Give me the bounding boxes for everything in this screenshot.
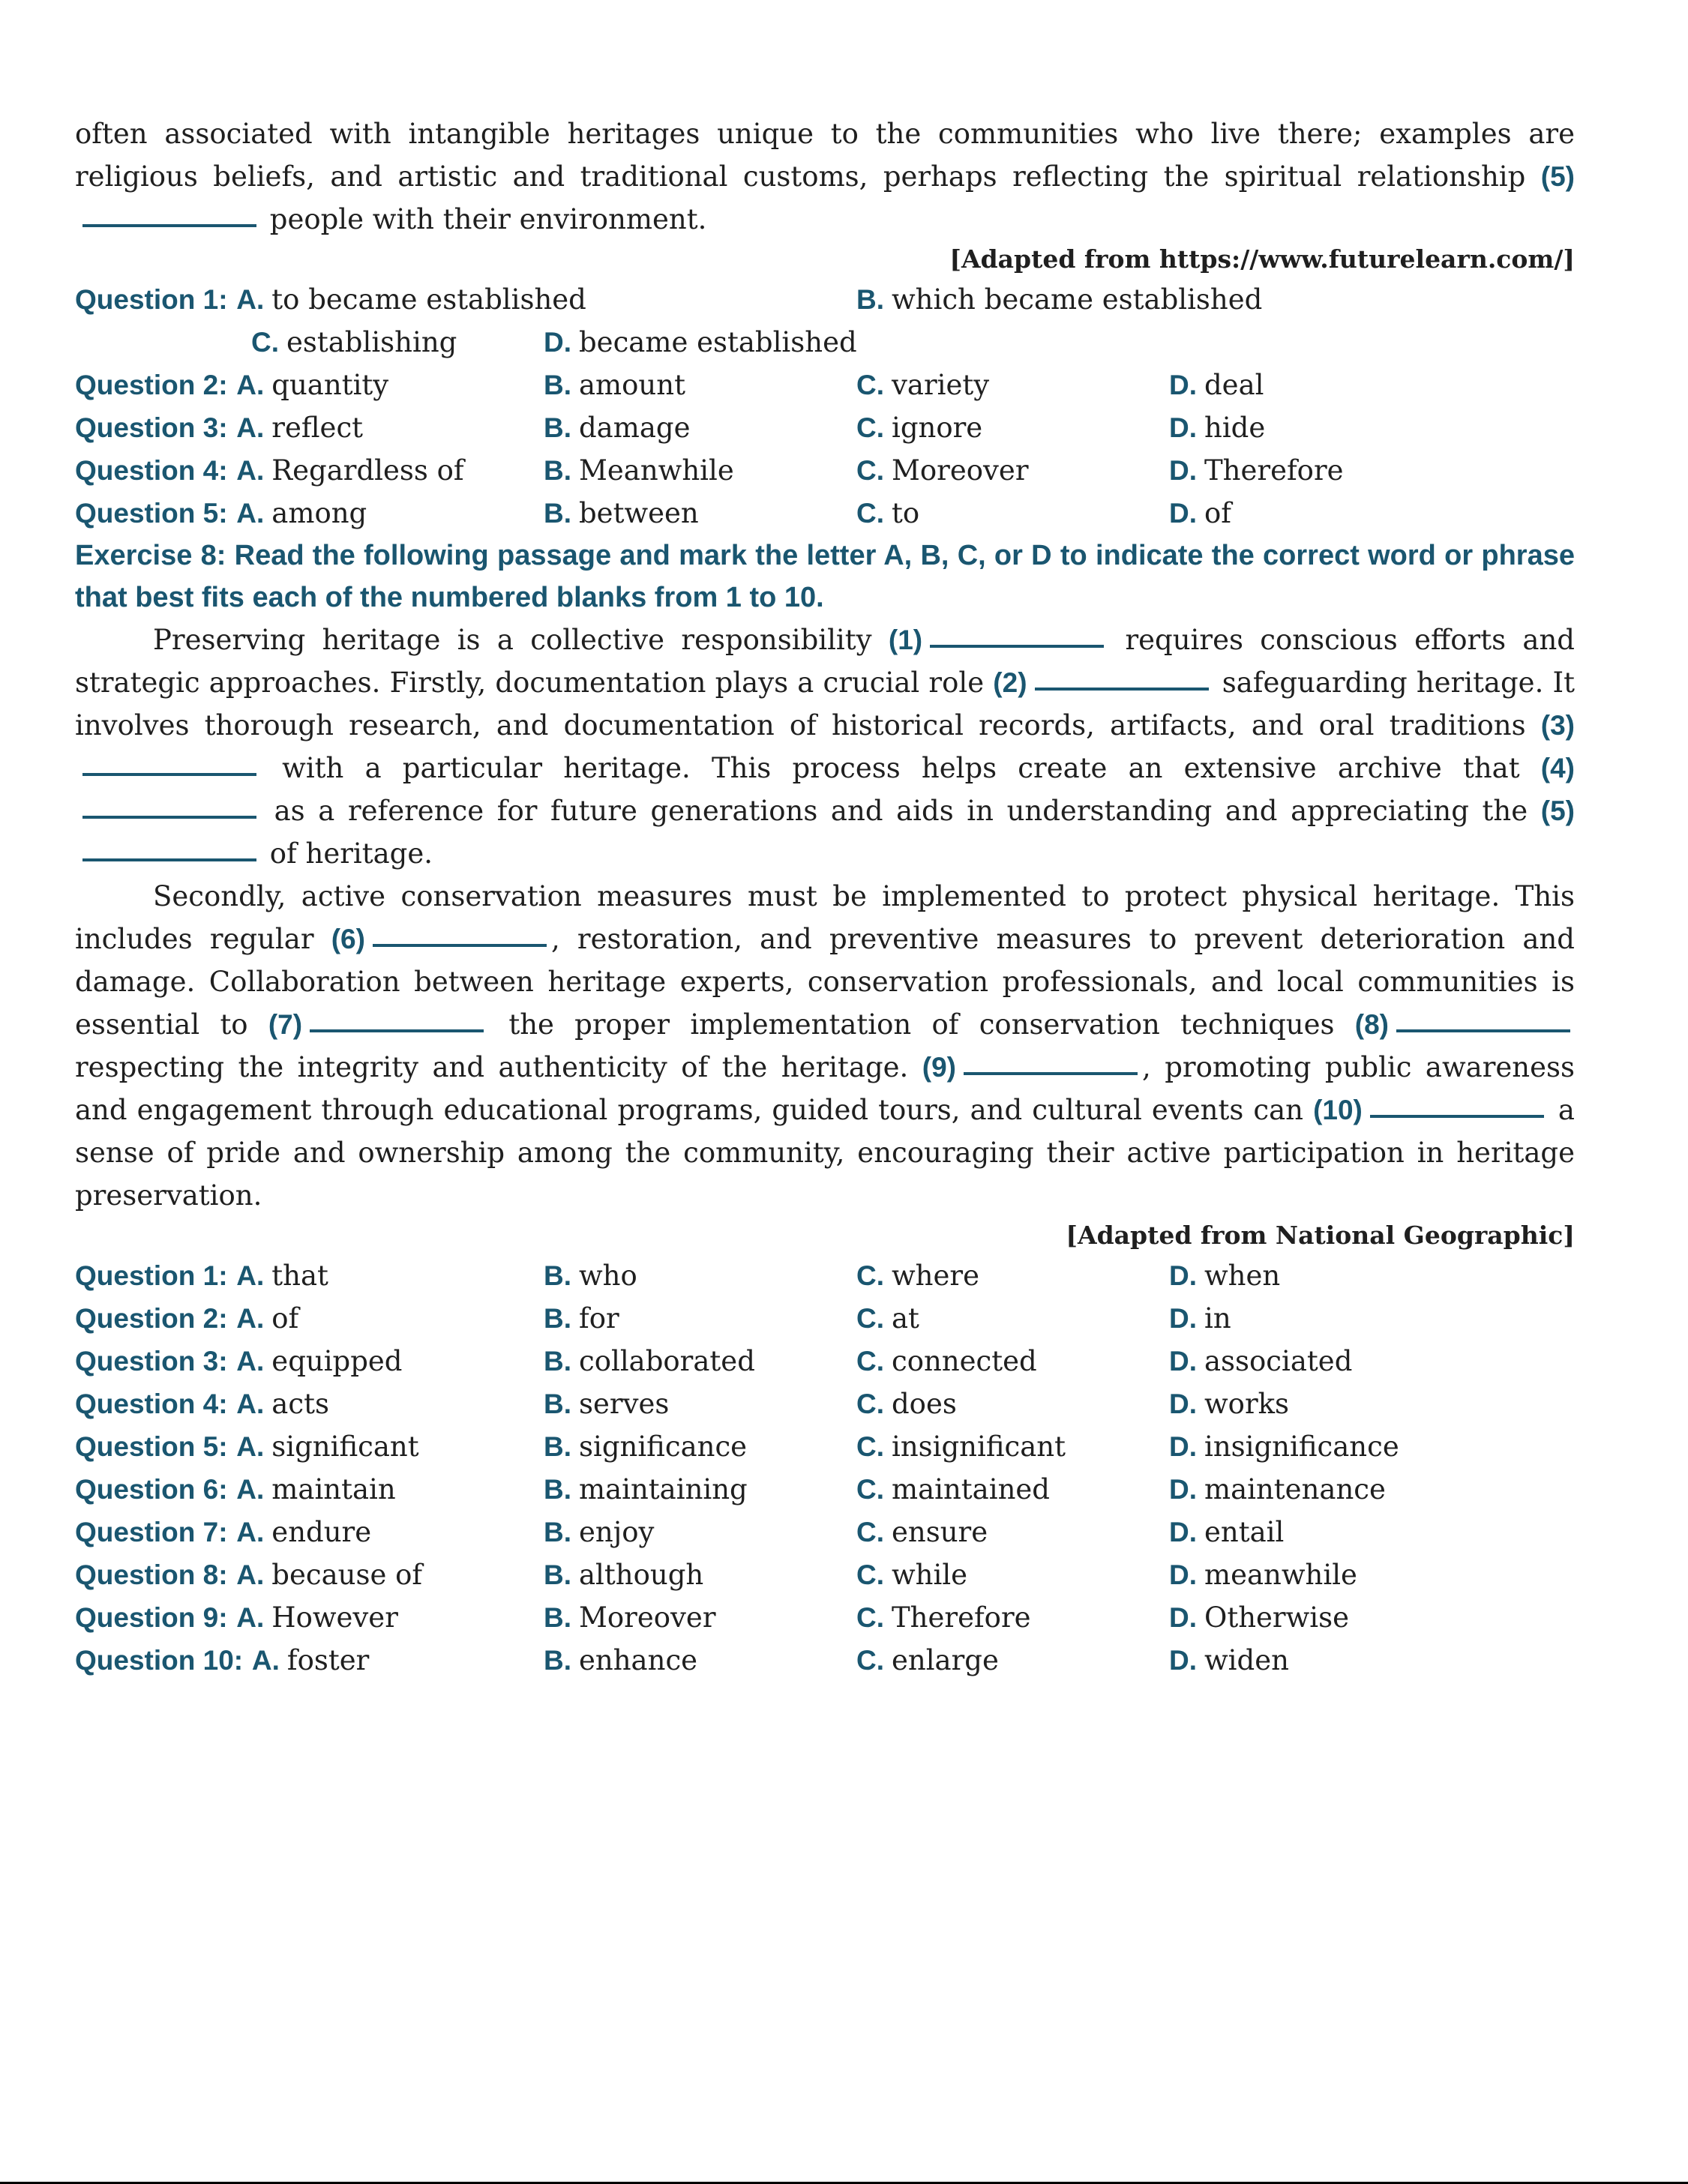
exercise-8-questions	[75, 1254, 1575, 1682]
option-a	[75, 1340, 544, 1383]
option-letter: A.	[236, 1346, 265, 1377]
option-text: enjoy	[579, 1516, 655, 1548]
option-letter: A.	[236, 1260, 265, 1291]
question-label: Question 5:	[75, 498, 228, 529]
option-text: where	[892, 1260, 979, 1292]
option-text: Moreover	[579, 1601, 716, 1634]
option-b	[544, 1468, 856, 1511]
option-b	[544, 406, 856, 449]
option-text: insignificant	[892, 1431, 1066, 1463]
passage-text: , promoting public awareness and engagement through educational programs, guided tours, and cultural events can	[75, 1051, 1576, 1126]
option-d	[1169, 1383, 1482, 1425]
option-d	[1169, 364, 1482, 406]
option-text: which became established	[892, 283, 1263, 316]
blank-number: (5)	[1540, 795, 1575, 826]
question-label: Question 3:	[75, 412, 228, 443]
option-b	[544, 1297, 856, 1340]
option-letter: A.	[236, 370, 265, 400]
question-row	[75, 1254, 1575, 1297]
option-letter: C.	[856, 370, 884, 400]
answer-blank	[1035, 688, 1209, 691]
option-text: collaborated	[579, 1345, 755, 1377]
question-label: Question 1:	[75, 1260, 228, 1291]
option-letter: C.	[251, 327, 279, 358]
option-letter: D.	[1169, 1645, 1197, 1676]
option-b	[544, 1254, 856, 1297]
passage-text: people with their environment.	[269, 203, 707, 235]
option-d	[1169, 1596, 1482, 1639]
option-text: significance	[579, 1431, 748, 1463]
option-text: to became established	[271, 283, 586, 316]
answer-blank	[930, 645, 1104, 648]
blank-number: (4)	[1540, 753, 1575, 783]
option-letter: A.	[236, 1303, 265, 1334]
option-text: amount	[579, 369, 685, 401]
option-letter: B.	[544, 412, 571, 443]
option-letter: B.	[544, 1346, 571, 1377]
question-label: Question 4:	[75, 1389, 228, 1419]
question-row	[75, 1511, 1575, 1553]
option-text: insignificance	[1204, 1431, 1399, 1463]
option-letter: C.	[856, 1431, 884, 1462]
passage-text: requires conscious efforts and strategic approaches. Firstly, documentation plays a crucial role	[75, 624, 1575, 699]
option-letter: C.	[856, 412, 884, 443]
question-label: Question 9:	[75, 1602, 228, 1633]
option-c	[856, 449, 1169, 492]
option-d	[1169, 1425, 1482, 1468]
passage-text: Secondly, active conservation measures must be implemented to protect physical heritage. This includes regular	[75, 880, 1575, 955]
passage-text: as a reference for future generations and aids in understanding and appreciating the	[261, 795, 1541, 827]
answer-blank	[82, 816, 256, 819]
option-a	[75, 1383, 544, 1425]
option-text: connected	[892, 1345, 1037, 1377]
option-text: serves	[579, 1388, 670, 1420]
option-text: equipped	[271, 1345, 403, 1377]
option-letter: A.	[236, 412, 265, 443]
option-b	[544, 1425, 856, 1468]
option-letter: C.	[856, 455, 884, 486]
option-letter: D.	[1169, 412, 1197, 443]
option-text: reflect	[271, 412, 364, 444]
option-letter: C.	[856, 1260, 884, 1291]
option-b	[544, 449, 856, 492]
option-letter: D.	[1169, 1389, 1197, 1419]
option-text: while	[892, 1559, 968, 1591]
option-a	[75, 1639, 544, 1682]
option-c	[856, 1297, 1169, 1340]
option-letter: A.	[236, 1431, 265, 1462]
question-row	[75, 406, 1575, 449]
passage-7-tail	[75, 112, 1575, 241]
option-text: in	[1204, 1302, 1231, 1335]
option-a	[75, 449, 544, 492]
option-c	[856, 1553, 1169, 1596]
option-text: because of	[271, 1559, 423, 1591]
passage-text: Preserving heritage is a collective responsibility	[153, 624, 889, 656]
option-letter: C.	[856, 1303, 884, 1334]
option-text: meanwhile	[1204, 1559, 1357, 1591]
question-row	[75, 1383, 1575, 1425]
option-text: quantity	[271, 369, 389, 401]
option-letter: D.	[1169, 1474, 1197, 1505]
option-letter: B.	[544, 370, 571, 400]
option-c	[856, 406, 1169, 449]
option-d	[1169, 406, 1482, 449]
option-text: However	[271, 1601, 398, 1634]
option-c	[856, 492, 1169, 535]
document-page	[75, 112, 1575, 1682]
option-text: maintain	[271, 1473, 396, 1505]
option-letter: D.	[544, 327, 571, 358]
question-row	[75, 1596, 1575, 1639]
option-letter: B.	[856, 284, 884, 315]
option-letter: A.	[236, 1602, 265, 1633]
question-row	[75, 278, 1575, 321]
question-label: Question 8:	[75, 1559, 228, 1590]
question-label: Question 3:	[75, 1346, 228, 1377]
option-text: between	[579, 497, 699, 529]
option-b	[544, 492, 856, 535]
option-text: Therefore	[1204, 454, 1344, 487]
option-letter: D.	[1169, 1260, 1197, 1291]
question-label: Question 5:	[75, 1431, 228, 1462]
question-label: Question 2:	[75, 1303, 228, 1334]
option-letter: B.	[544, 1431, 571, 1462]
option-text: of	[271, 1302, 299, 1335]
option-letter: B.	[544, 498, 571, 529]
option-a	[75, 492, 544, 535]
answer-blank	[964, 1072, 1138, 1075]
option-a	[75, 1511, 544, 1553]
option-letter: A.	[236, 1474, 265, 1505]
option-a	[75, 1297, 544, 1340]
option-d	[1169, 492, 1482, 535]
answer-blank	[82, 773, 256, 776]
answer-blank	[82, 858, 256, 861]
option-b	[544, 1511, 856, 1553]
option-text: damage	[579, 412, 691, 444]
option-b	[544, 1553, 856, 1596]
option-letter: B.	[544, 1602, 571, 1633]
option-text: enhance	[579, 1644, 698, 1676]
option-letter: C.	[856, 1474, 884, 1505]
option-letter: B.	[544, 1303, 571, 1334]
passage-text: a sense of pride and ownership among the community, encouraging their active participation in heritage preservation.	[75, 1094, 1575, 1212]
answer-blank	[1396, 1029, 1570, 1032]
option-letter: B.	[544, 1517, 571, 1547]
answer-blank	[1370, 1115, 1544, 1118]
option-text: that	[271, 1260, 328, 1292]
exercise-8-paragraph-2	[75, 875, 1575, 1217]
option-text: for	[579, 1302, 619, 1335]
blank-number: (9)	[922, 1052, 956, 1083]
option-text: works	[1204, 1388, 1290, 1420]
option-c	[856, 1511, 1169, 1553]
passage-text: often associated with intangible heritages unique to the communities who live there; examples are religious beliefs, and artistic and traditional customs, perhaps reflecting the spiritual relationship	[75, 118, 1575, 193]
option-d	[1169, 1297, 1482, 1340]
option-c	[856, 1425, 1169, 1468]
option-text: establishing	[286, 326, 457, 358]
option-text: became established	[579, 326, 857, 358]
blank-number: (5)	[1540, 161, 1575, 192]
option-a	[75, 1468, 544, 1511]
option-text: deal	[1204, 369, 1264, 401]
question-row	[75, 1553, 1575, 1596]
option-letter: A.	[236, 1559, 265, 1590]
source-citation: [Adapted from National Geographic]	[1066, 1221, 1575, 1250]
option-letter: D.	[1169, 1346, 1197, 1377]
answer-blank	[373, 944, 547, 947]
option-letter: A.	[251, 1645, 280, 1676]
question-row	[75, 321, 1575, 364]
option-text: although	[579, 1559, 704, 1591]
question-label: Question 6:	[75, 1474, 228, 1505]
passage-text: respecting the integrity and authenticity of the heritage.	[75, 1051, 922, 1083]
option-d	[1169, 1639, 1482, 1682]
option-text: ensure	[892, 1516, 988, 1548]
option-d	[1169, 1254, 1482, 1297]
option-letter: C.	[856, 1559, 884, 1590]
option-c	[856, 364, 1169, 406]
option-letter: B.	[544, 1559, 571, 1590]
option-text: significant	[271, 1431, 419, 1463]
option-b	[544, 1596, 856, 1639]
option-a	[75, 1425, 544, 1468]
blank-number: (6)	[331, 924, 365, 954]
option-letter: D.	[1169, 1517, 1197, 1547]
option-text: Therefore	[892, 1601, 1031, 1634]
option-letter: B.	[544, 1645, 571, 1676]
option-text: Meanwhile	[579, 454, 734, 487]
option-text: variety	[892, 369, 990, 401]
option-d	[1169, 1511, 1482, 1553]
option-d	[1169, 449, 1482, 492]
option-letter: D.	[1169, 455, 1197, 486]
option-text: among	[271, 497, 367, 529]
option-text: maintenance	[1204, 1473, 1386, 1505]
question-row	[75, 1297, 1575, 1340]
option-d	[544, 321, 857, 364]
option-text: maintained	[892, 1473, 1050, 1505]
option-a	[75, 406, 544, 449]
option-text: Moreover	[892, 454, 1029, 487]
blank-number: (2)	[993, 667, 1027, 698]
option-c	[856, 1596, 1169, 1639]
option-letter: B.	[544, 1389, 571, 1419]
passage-text: the proper implementation of conservation techniques	[488, 1008, 1355, 1041]
option-c	[251, 321, 544, 364]
question-row	[75, 1340, 1575, 1383]
option-letter: A.	[236, 284, 265, 315]
option-text: hide	[1204, 412, 1266, 444]
passage-text: , restoration, and preventive measures to prevent deterioration and damage. Collaboration between heritage experts, conservation professionals, and local communities is essential to	[75, 923, 1575, 1041]
blank-number: (1)	[888, 625, 923, 655]
option-letter: D.	[1169, 1602, 1197, 1633]
option-text: ignore	[892, 412, 983, 444]
question-row	[75, 492, 1575, 535]
blank-number: (3)	[1540, 710, 1575, 741]
option-text: of	[1204, 497, 1231, 529]
option-c	[856, 1254, 1169, 1297]
option-text: Otherwise	[1204, 1601, 1350, 1634]
question-label: Question 2:	[75, 370, 228, 400]
option-a	[75, 1596, 544, 1639]
option-letter: D.	[1169, 1303, 1197, 1334]
option-text: who	[579, 1260, 637, 1292]
option-a	[75, 1553, 544, 1596]
option-letter: A.	[236, 1389, 265, 1419]
option-a	[75, 364, 544, 406]
option-text: to	[892, 497, 920, 529]
option-letter: D.	[1169, 1559, 1197, 1590]
answer-blank	[310, 1029, 484, 1032]
option-text: maintaining	[579, 1473, 748, 1505]
option-letter: B.	[544, 1474, 571, 1505]
blank-number: (10)	[1313, 1095, 1363, 1125]
passage-text: safeguarding heritage. It involves thorough research, and documentation of historical records, artifacts, and oral traditions	[75, 667, 1576, 741]
question-label: Question 1:	[75, 284, 228, 315]
question-row	[75, 449, 1575, 492]
question-row	[75, 364, 1575, 406]
option-text: does	[892, 1388, 957, 1420]
option-text: entail	[1204, 1516, 1285, 1548]
passage-text: of heritage.	[261, 837, 433, 870]
exercise-7-questions	[75, 278, 1575, 535]
option-letter: B.	[544, 455, 571, 486]
option-a	[75, 1254, 544, 1297]
option-letter: A.	[236, 1517, 265, 1547]
option-b	[544, 1340, 856, 1383]
exercise-8-paragraph-1	[75, 619, 1575, 875]
option-c	[856, 1383, 1169, 1425]
option-letter: C.	[856, 1389, 884, 1419]
question-row	[75, 1639, 1575, 1682]
option-letter: D.	[1169, 1431, 1197, 1462]
option-text: enlarge	[892, 1644, 999, 1676]
option-letter: C.	[856, 1645, 884, 1676]
option-b	[544, 364, 856, 406]
option-b	[856, 278, 1262, 321]
option-a	[75, 278, 856, 321]
option-c	[856, 1340, 1169, 1383]
exercise-8-instruction: Exercise 8: Read the following passage and mark the letter A, B, C, or D to indicate the correct word or phrase that best fits each of the numbered blanks from 1 to 10.	[75, 540, 1575, 613]
answer-blank	[82, 224, 256, 227]
option-letter: C.	[856, 1517, 884, 1547]
option-d	[1169, 1340, 1482, 1383]
option-d	[1169, 1468, 1482, 1511]
option-letter: A.	[236, 455, 265, 486]
option-text: when	[1204, 1260, 1281, 1292]
source-citation: [Adapted from https://www.futurelearn.com/]	[949, 244, 1575, 274]
option-letter: A.	[236, 498, 265, 529]
question-row	[75, 1468, 1575, 1511]
option-text: foster	[286, 1644, 370, 1676]
option-c	[856, 1468, 1169, 1511]
option-b	[544, 1639, 856, 1682]
question-label: Question 7:	[75, 1517, 228, 1547]
blank-number: (7)	[268, 1009, 303, 1040]
question-label: Question 4:	[75, 455, 228, 486]
option-c	[856, 1639, 1169, 1682]
question-row	[75, 1425, 1575, 1468]
option-b	[544, 1383, 856, 1425]
passage-text: with a particular heritage. This process helps create an extensive archive that	[261, 752, 1541, 784]
option-letter: C.	[856, 1602, 884, 1633]
option-letter: C.	[856, 1346, 884, 1377]
option-text: widen	[1204, 1644, 1289, 1676]
option-letter: B.	[544, 1260, 571, 1291]
option-letter: D.	[1169, 370, 1197, 400]
question-label: Question 10:	[75, 1645, 244, 1676]
option-text: Regardless of	[271, 454, 464, 487]
option-text: endure	[271, 1516, 372, 1548]
option-letter: C.	[856, 498, 884, 529]
option-letter: D.	[1169, 498, 1197, 529]
blank-number: (8)	[1354, 1009, 1389, 1040]
option-d	[1169, 1553, 1482, 1596]
option-text: associated	[1204, 1345, 1353, 1377]
option-text: at	[892, 1302, 919, 1335]
option-text: acts	[271, 1388, 329, 1420]
